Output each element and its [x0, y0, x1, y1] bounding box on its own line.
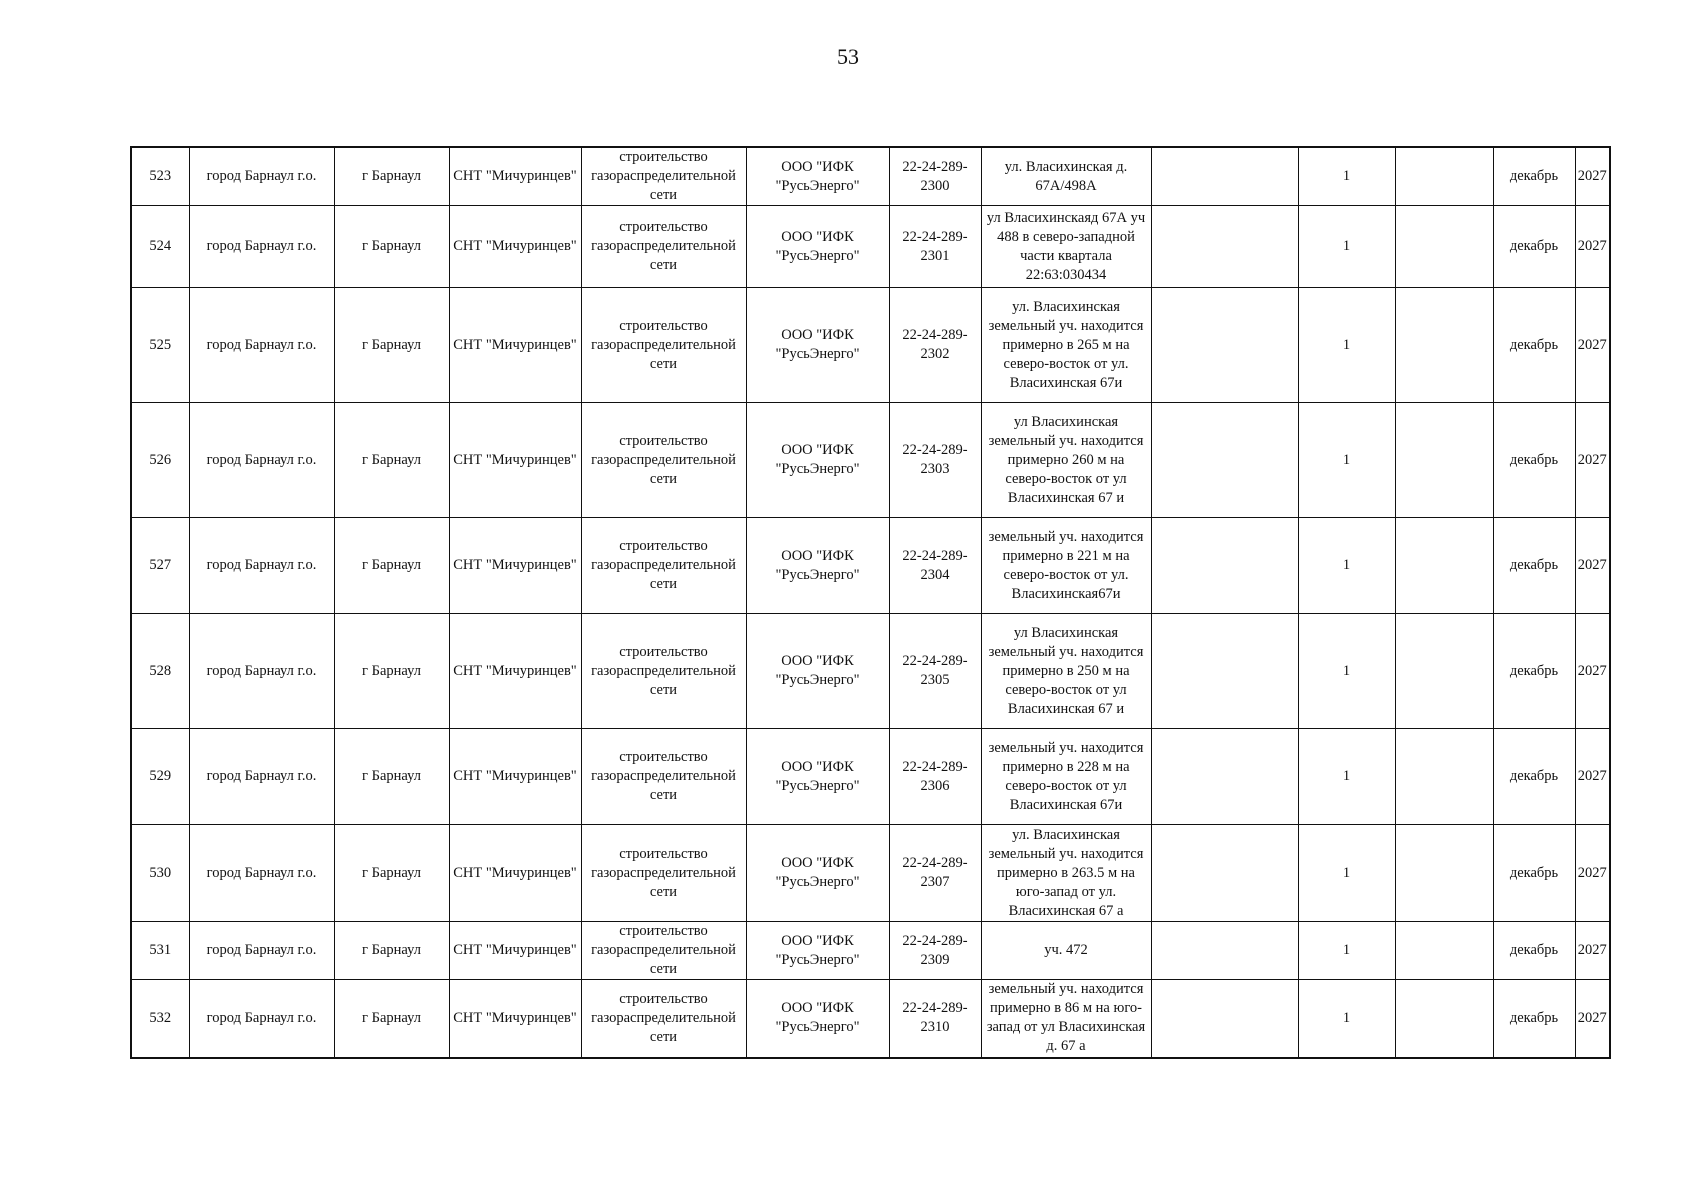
table-row — [131, 825, 1610, 922]
page-number: 53 — [837, 44, 859, 69]
contract-cell: 22-24-289-2303 — [889, 403, 981, 518]
table-row — [131, 614, 1610, 729]
organization-cell: ООО "ИФК "РусьЭнерго" — [746, 518, 889, 614]
month-cell: декабрь — [1493, 288, 1575, 403]
empty-cell — [1395, 403, 1493, 518]
empty-cell — [1151, 825, 1298, 922]
address-cell: ул. Власихинская земельный уч. находится примерно в 265 м на северо-восток от ул. Власихинская 67и — [981, 288, 1151, 403]
month-cell: декабрь — [1493, 825, 1575, 922]
row-number: 531 — [131, 922, 189, 980]
quantity-cell: 1 — [1298, 825, 1395, 922]
organization-cell: ООО "ИФК "РусьЭнерго" — [746, 614, 889, 729]
snt-cell: СНТ "Мичуринцев" — [449, 980, 581, 1058]
locality-cell: г Барнаул — [334, 980, 449, 1058]
snt-cell: СНТ "Мичуринцев" — [449, 825, 581, 922]
row-number: 527 — [131, 518, 189, 614]
organization-cell: ООО "ИФК "РусьЭнерго" — [746, 147, 889, 206]
snt-cell: СНТ "Мичуринцев" — [449, 206, 581, 288]
work-cell: строительство газораспределительной сети — [581, 147, 746, 206]
month-cell: декабрь — [1493, 518, 1575, 614]
quantity-cell: 1 — [1298, 922, 1395, 980]
empty-cell — [1395, 288, 1493, 403]
month-cell: декабрь — [1493, 147, 1575, 206]
snt-cell: СНТ "Мичуринцев" — [449, 288, 581, 403]
row-number: 529 — [131, 729, 189, 825]
empty-cell — [1395, 980, 1493, 1058]
snt-cell: СНТ "Мичуринцев" — [449, 403, 581, 518]
municipality-cell: город Барнаул г.о. — [189, 147, 334, 206]
snt-cell: СНТ "Мичуринцев" — [449, 729, 581, 825]
empty-cell — [1151, 922, 1298, 980]
work-cell: строительство газораспределительной сети — [581, 825, 746, 922]
locality-cell: г Барнаул — [334, 825, 449, 922]
contract-cell: 22-24-289-2300 — [889, 147, 981, 206]
year-cell: 2027 — [1575, 729, 1610, 825]
row-number: 526 — [131, 403, 189, 518]
address-cell: земельный уч. находится примерно в 228 м на северо-восток от ул Власихинская 67и — [981, 729, 1151, 825]
municipality-cell: город Барнаул г.о. — [189, 922, 334, 980]
address-cell: ул Власихинская земельный уч. находится примерно 260 м на северо-восток от ул Власихинская 67 и — [981, 403, 1151, 518]
empty-cell — [1395, 206, 1493, 288]
month-cell: декабрь — [1493, 980, 1575, 1058]
empty-cell — [1395, 825, 1493, 922]
registry-table — [130, 146, 1611, 1059]
empty-cell — [1395, 518, 1493, 614]
empty-cell — [1151, 206, 1298, 288]
address-cell: земельный уч. находится примерно в 221 м на северо-восток от ул. Власихинская67и — [981, 518, 1151, 614]
municipality-cell: город Барнаул г.о. — [189, 403, 334, 518]
contract-cell: 22-24-289-2309 — [889, 922, 981, 980]
organization-cell: ООО "ИФК "РусьЭнерго" — [746, 825, 889, 922]
organization-cell: ООО "ИФК "РусьЭнерго" — [746, 729, 889, 825]
locality-cell: г Барнаул — [334, 614, 449, 729]
municipality-cell: город Барнаул г.о. — [189, 518, 334, 614]
municipality-cell: город Барнаул г.о. — [189, 206, 334, 288]
organization-cell: ООО "ИФК "РусьЭнерго" — [746, 980, 889, 1058]
table-row — [131, 288, 1610, 403]
municipality-cell: город Барнаул г.о. — [189, 614, 334, 729]
address-cell: ул Власихинскаяд 67А уч 488 в северо-западной части квартала 22:63:030434 — [981, 206, 1151, 288]
address-cell: ул. Власихинская земельный уч. находится примерно в 263.5 м на юго-запад от ул. Власихинская 67 а — [981, 825, 1151, 922]
quantity-cell: 1 — [1298, 403, 1395, 518]
work-cell: строительство газораспределительной сети — [581, 206, 746, 288]
year-cell: 2027 — [1575, 614, 1610, 729]
work-cell: строительство газораспределительной сети — [581, 729, 746, 825]
row-number: 525 — [131, 288, 189, 403]
row-number: 523 — [131, 147, 189, 206]
year-cell: 2027 — [1575, 980, 1610, 1058]
organization-cell: ООО "ИФК "РусьЭнерго" — [746, 288, 889, 403]
year-cell: 2027 — [1575, 206, 1610, 288]
year-cell: 2027 — [1575, 922, 1610, 980]
snt-cell: СНТ "Мичуринцев" — [449, 518, 581, 614]
municipality-cell: город Барнаул г.о. — [189, 825, 334, 922]
month-cell: декабрь — [1493, 922, 1575, 980]
municipality-cell: город Барнаул г.о. — [189, 288, 334, 403]
address-cell: уч. 472 — [981, 922, 1151, 980]
snt-cell: СНТ "Мичуринцев" — [449, 922, 581, 980]
year-cell: 2027 — [1575, 518, 1610, 614]
month-cell: декабрь — [1493, 614, 1575, 729]
quantity-cell: 1 — [1298, 518, 1395, 614]
municipality-cell: город Барнаул г.о. — [189, 729, 334, 825]
address-cell: ул Власихинская земельный уч. находится примерно в 250 м на северо-восток от ул Власихинская 67 и — [981, 614, 1151, 729]
locality-cell: г Барнаул — [334, 922, 449, 980]
locality-cell: г Барнаул — [334, 147, 449, 206]
municipality-cell: город Барнаул г.о. — [189, 980, 334, 1058]
locality-cell: г Барнаул — [334, 206, 449, 288]
snt-cell: СНТ "Мичуринцев" — [449, 614, 581, 729]
empty-cell — [1151, 518, 1298, 614]
empty-cell — [1151, 614, 1298, 729]
organization-cell: ООО "ИФК "РусьЭнерго" — [746, 403, 889, 518]
empty-cell — [1395, 729, 1493, 825]
table-row — [131, 922, 1610, 980]
month-cell: декабрь — [1493, 403, 1575, 518]
empty-cell — [1395, 614, 1493, 729]
work-cell: строительство газораспределительной сети — [581, 614, 746, 729]
contract-cell: 22-24-289-2301 — [889, 206, 981, 288]
quantity-cell: 1 — [1298, 614, 1395, 729]
address-cell: ул. Власихинская д. 67А/498А — [981, 147, 1151, 206]
locality-cell: г Барнаул — [334, 518, 449, 614]
organization-cell: ООО "ИФК "РусьЭнерго" — [746, 922, 889, 980]
month-cell: декабрь — [1493, 729, 1575, 825]
empty-cell — [1151, 403, 1298, 518]
quantity-cell: 1 — [1298, 980, 1395, 1058]
empty-cell — [1151, 980, 1298, 1058]
locality-cell: г Барнаул — [334, 403, 449, 518]
work-cell: строительство газораспределительной сети — [581, 922, 746, 980]
table-row — [131, 206, 1610, 288]
row-number: 528 — [131, 614, 189, 729]
locality-cell: г Барнаул — [334, 729, 449, 825]
table-row — [131, 518, 1610, 614]
contract-cell: 22-24-289-2305 — [889, 614, 981, 729]
empty-cell — [1395, 922, 1493, 980]
empty-cell — [1151, 147, 1298, 206]
year-cell: 2027 — [1575, 403, 1610, 518]
month-cell: декабрь — [1493, 206, 1575, 288]
table-row — [131, 147, 1610, 206]
table-row — [131, 980, 1610, 1058]
quantity-cell: 1 — [1298, 288, 1395, 403]
table-row — [131, 729, 1610, 825]
work-cell: строительство газораспределительной сети — [581, 288, 746, 403]
row-number: 524 — [131, 206, 189, 288]
empty-cell — [1151, 729, 1298, 825]
quantity-cell: 1 — [1298, 729, 1395, 825]
quantity-cell: 1 — [1298, 147, 1395, 206]
organization-cell: ООО "ИФК "РусьЭнерго" — [746, 206, 889, 288]
work-cell: строительство газораспределительной сети — [581, 403, 746, 518]
year-cell: 2027 — [1575, 147, 1610, 206]
row-number: 532 — [131, 980, 189, 1058]
year-cell: 2027 — [1575, 288, 1610, 403]
row-number: 530 — [131, 825, 189, 922]
work-cell: строительство газораспределительной сети — [581, 980, 746, 1058]
contract-cell: 22-24-289-2307 — [889, 825, 981, 922]
contract-cell: 22-24-289-2310 — [889, 980, 981, 1058]
snt-cell: СНТ "Мичуринцев" — [449, 147, 581, 206]
locality-cell: г Барнаул — [334, 288, 449, 403]
contract-cell: 22-24-289-2302 — [889, 288, 981, 403]
work-cell: строительство газораспределительной сети — [581, 518, 746, 614]
address-cell: земельный уч. находится примерно в 86 м на юго-запад от ул Власихинская д. 67 а — [981, 980, 1151, 1058]
quantity-cell: 1 — [1298, 206, 1395, 288]
empty-cell — [1395, 147, 1493, 206]
table-row — [131, 403, 1610, 518]
year-cell: 2027 — [1575, 825, 1610, 922]
empty-cell — [1151, 288, 1298, 403]
contract-cell: 22-24-289-2304 — [889, 518, 981, 614]
contract-cell: 22-24-289-2306 — [889, 729, 981, 825]
